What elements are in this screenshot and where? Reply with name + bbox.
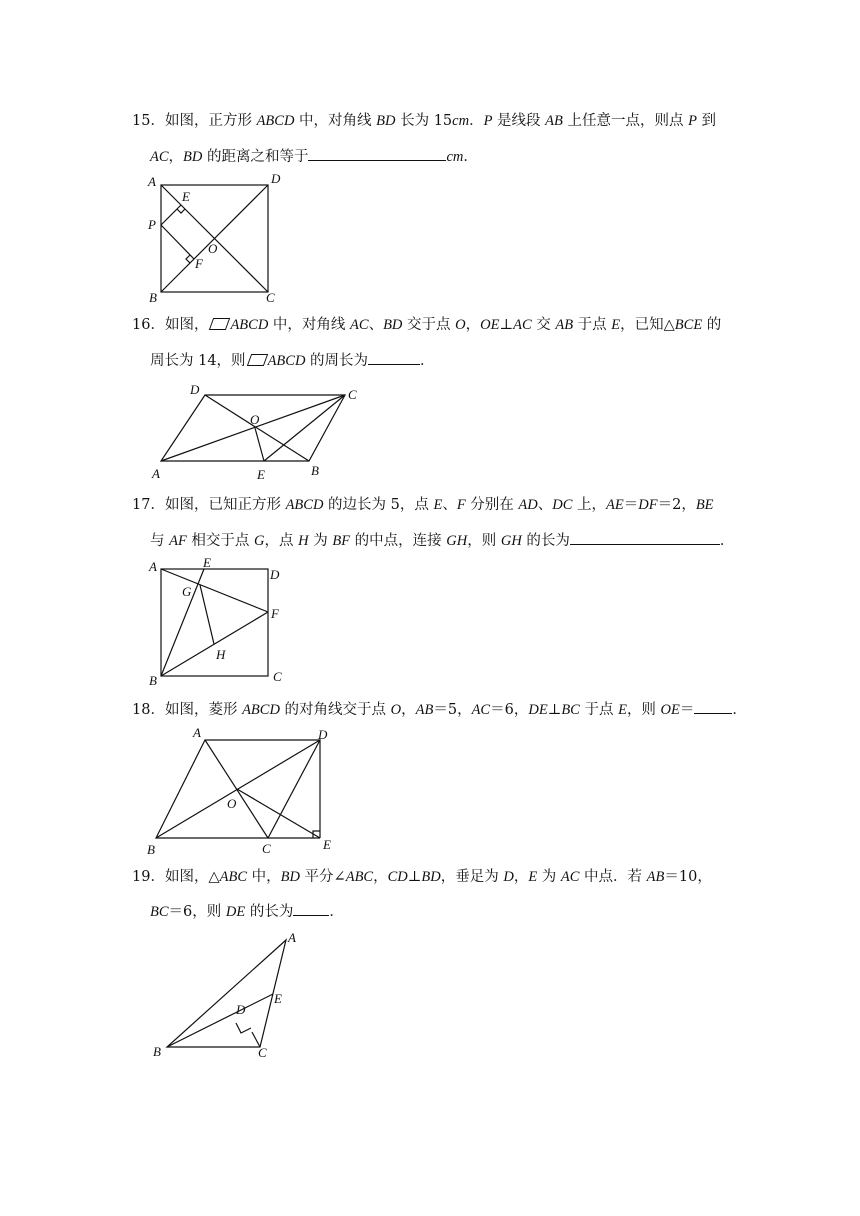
label-e: E	[257, 467, 265, 482]
q19-line1: 19．如图，△ABC 中，BD 平分∠ABC，CD⊥BD，垂足为 D，E 为 AC 中点．若 AB＝10，	[132, 869, 712, 885]
label-c: C	[262, 841, 271, 856]
q17-line1: 17．如图，已知正方形 ABCD 的边长为 5，点 E、F 分别在 AD、DC 上，AE＝DF＝2，BE	[132, 497, 714, 513]
segment-be	[167, 994, 273, 1047]
q16-line2: 周长为 14，则 ABCD 的周长为 ．	[150, 353, 435, 369]
q15-number: 15．	[132, 113, 165, 129]
label-a: A	[193, 725, 201, 740]
q19-line2: BC＝6，则 DE 的长为 ．	[150, 904, 344, 920]
label-d: D	[271, 171, 281, 186]
label-b: B	[149, 290, 157, 305]
label-d: D	[270, 567, 280, 582]
label-b: B	[149, 673, 157, 688]
label-a: A	[288, 930, 296, 945]
label-a: A	[149, 559, 157, 574]
label-e: E	[274, 991, 282, 1006]
label-f: F	[271, 606, 279, 621]
label-g: G	[182, 584, 192, 599]
q16-line1: 16．如图， ABCD 中，对角线 AC、BD 交于点 O，OE⊥AC 交 AB 于点 E，已知△BCE 的	[132, 317, 722, 333]
label-o: O	[250, 412, 260, 427]
label-p: P	[148, 217, 156, 232]
q15-line2: AC，BD 的距离之和等于 cm．	[150, 149, 478, 165]
label-a: A	[152, 466, 160, 481]
label-c: C	[348, 387, 357, 402]
label-h: H	[216, 647, 226, 662]
label-d: D	[190, 382, 200, 397]
q15-line1: 15．如图，正方形 ABCD 中，对角线 BD 长为 15cm．P 是线段 AB 上任意一点，则点 P 到	[132, 113, 717, 129]
label-e: E	[203, 555, 211, 570]
q17-number: 17．	[132, 497, 165, 513]
label-b: B	[147, 842, 155, 857]
label-c: C	[258, 1045, 267, 1060]
q17-line2: 与 AF 相交于点 G，点 H 为 BF 的中点，连接 GH，则 GH 的长为 ．	[150, 533, 735, 549]
label-b: B	[153, 1044, 161, 1059]
q16-number: 16．	[132, 317, 165, 333]
right-angle-d	[236, 1023, 251, 1033]
q18-number: 18．	[132, 702, 165, 718]
q19-number: 19．	[132, 869, 165, 885]
label-e: E	[182, 189, 190, 204]
label-c: C	[273, 669, 282, 684]
label-c: C	[266, 290, 275, 305]
label-d: D	[318, 727, 328, 742]
label-b: B	[311, 463, 319, 478]
label-f: F	[195, 256, 203, 271]
label-o: O	[208, 241, 218, 256]
label-d: D	[236, 1002, 246, 1017]
label-o: O	[227, 796, 237, 811]
triangle-abc	[167, 940, 286, 1047]
q18-line1: 18．如图，菱形 ABCD 的对角线交于点 O，AB＝5，AC＝6，DE⊥BC 于点 E，则 OE＝ ．	[132, 702, 747, 718]
label-a: A	[148, 174, 156, 189]
label-e: E	[323, 837, 331, 852]
